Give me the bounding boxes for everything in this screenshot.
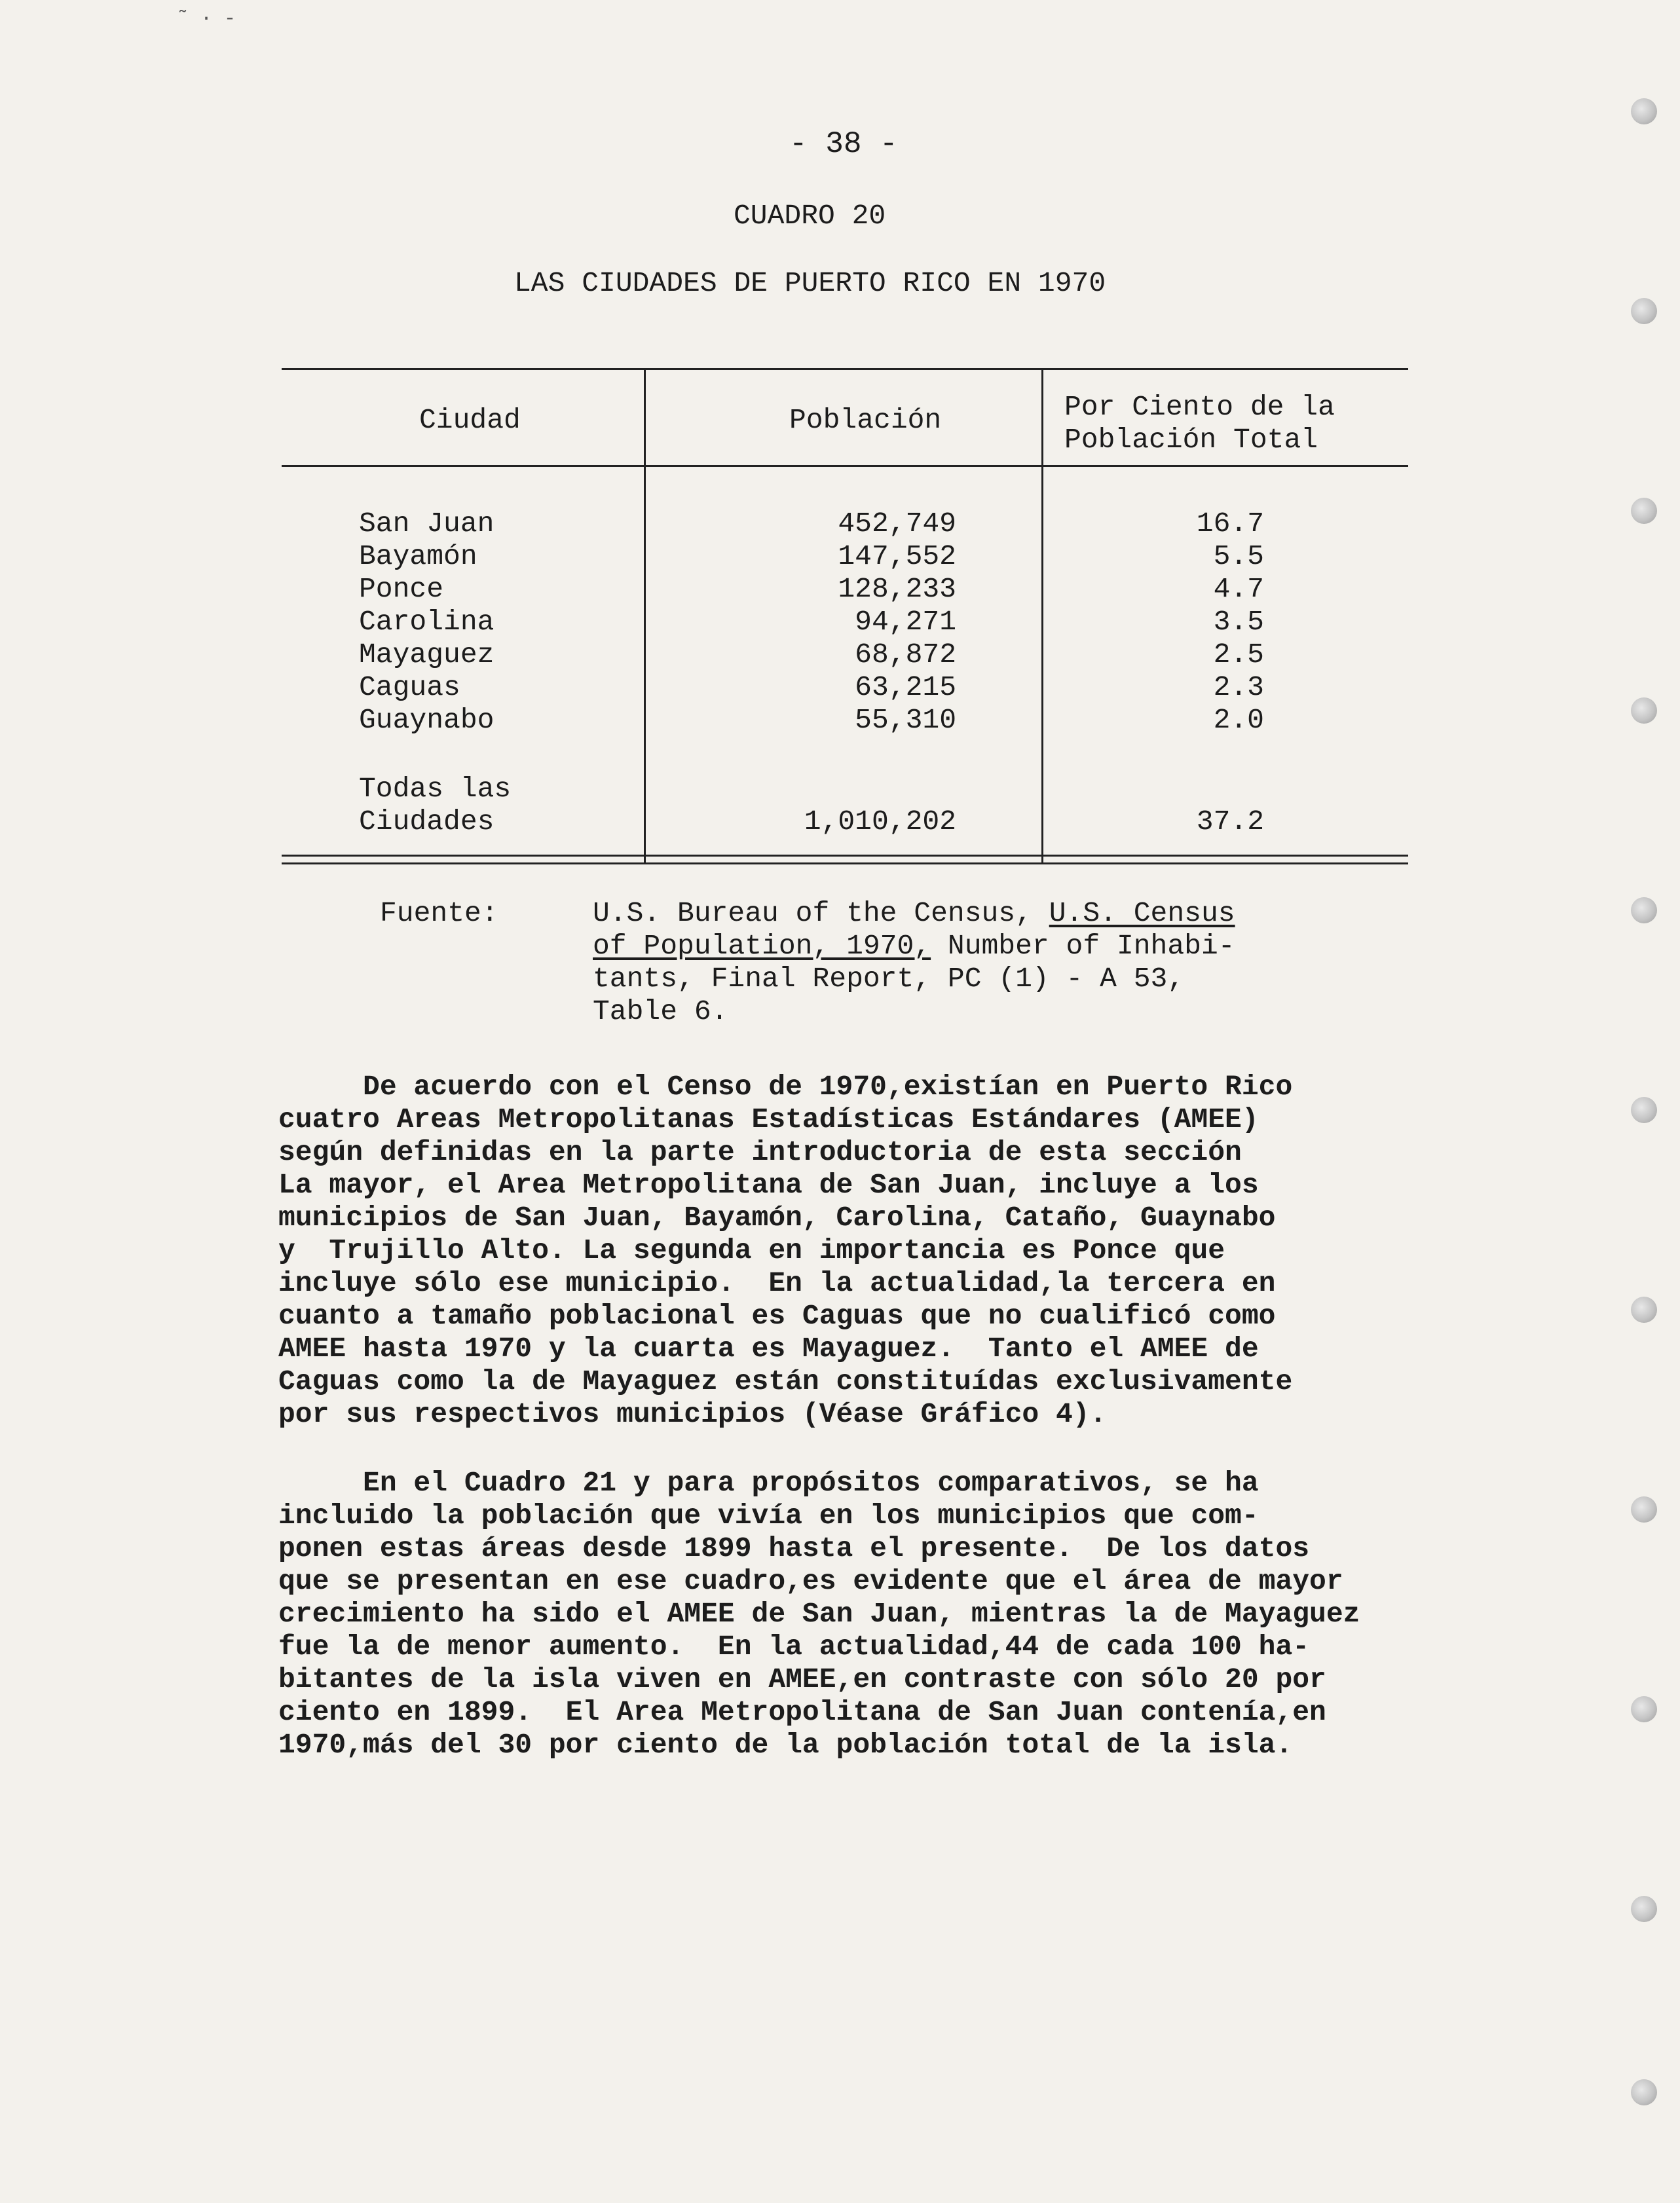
paragraph-line: De acuerdo con el Censo de 1970,existían en Puerto Rico	[278, 1071, 1293, 1103]
paragraph-line: según definidas en la parte introductoria de esta sección	[278, 1136, 1242, 1168]
binder-hole-icon	[1631, 897, 1657, 923]
total-label-line1: Todas las	[359, 773, 512, 805]
source-line-2	[593, 930, 1235, 963]
cell-percent: 4.7	[1213, 573, 1264, 605]
paragraph-2	[278, 1467, 1562, 1762]
total-label-line2: Ciudades	[359, 805, 495, 838]
binder-hole-icon	[1631, 1896, 1657, 1922]
table-top-rule	[282, 368, 1408, 370]
cell-population: 128,233	[838, 573, 956, 605]
table-header-rule	[282, 465, 1408, 467]
page-number: - 38 -	[789, 127, 898, 161]
cell-city: Mayaguez	[359, 639, 495, 671]
cell-population: 68,872	[855, 639, 956, 671]
cell-population: 452,749	[838, 508, 956, 540]
cell-city: Guaynabo	[359, 704, 495, 736]
paragraph-1	[278, 1071, 1562, 1431]
cell-city: San Juan	[359, 508, 495, 540]
cell-city: Carolina	[359, 606, 495, 638]
paragraph-line: ponen estas áreas desde 1899 hasta el presente. De los datos	[278, 1532, 1310, 1564]
paragraph-line: cuanto a tamaño poblacional es Caguas que no cualificó como	[278, 1300, 1276, 1332]
cell-population: 63,215	[855, 671, 956, 703]
cell-population: 94,271	[855, 606, 956, 638]
cell-city: Ponce	[359, 573, 444, 605]
binder-hole-icon	[1631, 498, 1657, 524]
binder-hole-icon	[1631, 1496, 1657, 1523]
total-population: 1,010,202	[804, 805, 956, 838]
paragraph-line: 1970,más del 30 por ciento de la población total de la isla.	[278, 1729, 1293, 1761]
paragraph-line: AMEE hasta 1970 y la cuarta es Mayaguez. Tanto el AMEE de	[278, 1333, 1259, 1365]
cell-percent: 2.3	[1213, 671, 1264, 703]
binder-hole-icon	[1631, 298, 1657, 324]
total-percent: 37.2	[1196, 805, 1264, 838]
corner-mark: ˜ · -	[177, 8, 236, 30]
source-label: Fuente:	[380, 897, 498, 929]
column-divider	[644, 368, 646, 862]
source-text: U.S. Bureau of the Census,	[593, 897, 1049, 929]
binder-hole-icon	[1631, 697, 1657, 724]
cell-percent: 3.5	[1213, 606, 1264, 638]
binder-hole-icon	[1631, 1297, 1657, 1323]
binder-hole-icon	[1631, 98, 1657, 124]
source-line-4: Table 6.	[593, 995, 728, 1027]
source-line-1	[593, 897, 1235, 930]
table-bottom-rule-1	[282, 855, 1408, 857]
paragraph-line: crecimiento ha sido el AMEE de San Juan, mientras la de Mayaguez	[278, 1598, 1360, 1630]
cell-city: Bayamón	[359, 540, 477, 572]
paragraph-line: cuatro Areas Metropolitanas Estadísticas Estándares (AMEE)	[278, 1103, 1259, 1136]
paragraph-line: incluido la población que vivía en los municipios que com-	[278, 1500, 1259, 1532]
table-bottom-rule-2	[282, 862, 1408, 864]
cell-city: Caguas	[359, 671, 460, 703]
cell-percent: 5.5	[1213, 540, 1264, 572]
paragraph-line: que se presentan en ese cuadro,es evidente que el área de mayor	[278, 1565, 1343, 1597]
paragraph-line: fue la de menor aumento. En la actualidad,44 de cada 100 ha-	[278, 1631, 1310, 1663]
source-text: Number of Inhabi-	[931, 930, 1235, 962]
cell-population: 55,310	[855, 704, 956, 736]
table-number: CUADRO 20	[734, 200, 886, 232]
paragraph-line: por sus respectivos municipios (Véase Gráfico 4).	[278, 1398, 1107, 1430]
header-percent-line2: Población Total	[1064, 424, 1318, 456]
cell-percent: 2.0	[1213, 704, 1264, 736]
column-divider	[1041, 368, 1043, 862]
binder-hole-icon	[1631, 2079, 1657, 2105]
paragraph-line: La mayor, el Area Metropolitana de San Juan, incluye a los	[278, 1169, 1259, 1201]
header-city: Ciudad	[419, 404, 521, 436]
paragraph-line: incluye sólo ese municipio. En la actualidad,la tercera en	[278, 1267, 1276, 1299]
paragraph-line: ciento en 1899. El Area Metropolitana de San Juan contenía,en	[278, 1696, 1326, 1728]
header-population: Población	[789, 404, 942, 436]
header-percent-line1: Por Ciento de la	[1064, 391, 1335, 423]
paragraph-line: Caguas como la de Mayaguez están constituídas exclusivamente	[278, 1365, 1293, 1398]
paragraph-line: municipios de San Juan, Bayamón, Carolina, Cataño, Guaynabo	[278, 1202, 1276, 1234]
source-title-underlined: U.S. Census	[1049, 897, 1235, 929]
paragraph-line: bitantes de la isla viven en AMEE,en contraste con sólo 20 por	[278, 1663, 1326, 1695]
cell-population: 147,552	[838, 540, 956, 572]
cell-percent: 2.5	[1213, 639, 1264, 671]
binder-hole-icon	[1631, 1097, 1657, 1123]
table-title: LAS CIUDADES DE PUERTO RICO EN 1970	[514, 267, 1106, 299]
binder-hole-icon	[1631, 1696, 1657, 1722]
paragraph-line: y Trujillo Alto. La segunda en importancia es Ponce que	[278, 1234, 1225, 1267]
paragraph-line: En el Cuadro 21 y para propósitos comparativos, se ha	[278, 1467, 1259, 1499]
source-title-underlined: of Population, 1970,	[593, 930, 931, 962]
source-line-3: tants, Final Report, PC (1) - A 53,	[593, 963, 1185, 995]
cell-percent: 16.7	[1196, 508, 1264, 540]
